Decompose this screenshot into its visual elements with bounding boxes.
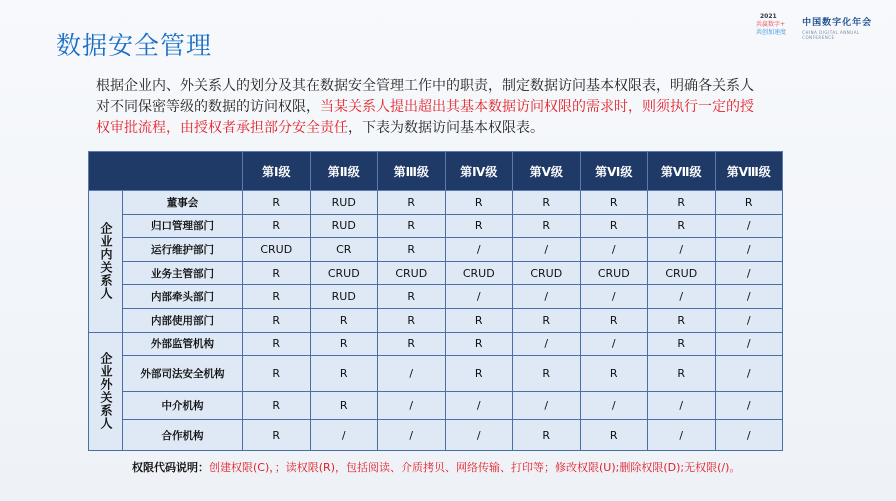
table-row [89, 308, 783, 332]
permission-cell: / [378, 356, 446, 392]
logo-year: 2021 [760, 13, 777, 20]
permission-cell: R [445, 191, 513, 215]
permission-cell: / [445, 392, 513, 420]
permission-cell: / [378, 392, 446, 420]
permission-cell: / [580, 392, 648, 420]
permission-cell: R [715, 191, 783, 215]
logo-name-en: CHINA DIGITAL ANNUAL CONFERENCE [802, 29, 860, 40]
permission-cell: R [310, 332, 378, 356]
permission-cell: R [445, 332, 513, 356]
header-level-4: 第Ⅳ级 [445, 152, 513, 191]
logo-badge [754, 13, 796, 41]
permission-cell: R [445, 214, 513, 238]
logo-slogan-1: 共赢数字+ [756, 21, 786, 28]
table-row [89, 356, 783, 392]
permission-cell: / [715, 308, 783, 332]
permission-cell: R [580, 308, 648, 332]
permission-cell: R [648, 356, 716, 392]
permission-cell: CRUD [310, 261, 378, 285]
table-row [89, 420, 783, 451]
permission-cell: R [378, 214, 446, 238]
permission-cell: R [243, 261, 311, 285]
header-level-6: 第Ⅵ级 [580, 152, 648, 191]
intro-paragraph [96, 76, 756, 139]
table-row [89, 261, 783, 285]
permission-cell: R [648, 191, 716, 215]
permission-cell: / [715, 356, 783, 392]
permission-cell: R [648, 332, 716, 356]
permission-cell: / [715, 420, 783, 451]
permission-cell: / [648, 238, 716, 262]
table-row [89, 191, 783, 215]
permission-cell: R [513, 356, 581, 392]
permission-cell: CRUD [243, 238, 311, 262]
permission-cell: R [378, 191, 446, 215]
permission-cell: R [243, 356, 311, 392]
permission-cell: R [310, 308, 378, 332]
permission-cell: / [715, 261, 783, 285]
intro-part-3: ，下表为数据访问基本权限表。 [348, 120, 544, 136]
group-label: 企业内关系人 [89, 191, 123, 333]
table-row [89, 238, 783, 262]
row-label: 中介机构 [123, 392, 243, 420]
permission-cell: / [513, 238, 581, 262]
permission-cell: / [648, 392, 716, 420]
permission-cell: R [378, 308, 446, 332]
permission-cell: CRUD [648, 261, 716, 285]
permission-cell: R [243, 214, 311, 238]
permission-cell: / [648, 285, 716, 309]
table-header-row [89, 152, 783, 191]
permission-cell: R [648, 214, 716, 238]
row-label: 内部牵头部门 [123, 285, 243, 309]
logo-name-cn: 中国数字化年会 [802, 17, 873, 28]
table-row [89, 332, 783, 356]
permission-cell: R [580, 191, 648, 215]
permission-cell: / [513, 285, 581, 309]
row-label: 外部司法安全机构 [123, 356, 243, 392]
legend-label: 权限代码说明： [132, 461, 209, 474]
permission-cell: R [378, 238, 446, 262]
permission-cell: / [715, 214, 783, 238]
permission-cell: / [445, 285, 513, 309]
row-label: 运行维护部门 [123, 238, 243, 262]
header-level-3: 第Ⅲ级 [378, 152, 446, 191]
page-title: 数据安全管理 [56, 31, 213, 60]
permission-cell: / [310, 420, 378, 451]
permission-cell: RUD [310, 214, 378, 238]
header-level-7: 第Ⅶ级 [648, 152, 716, 191]
permission-cell: RUD [310, 191, 378, 215]
permission-cell: CRUD [378, 261, 446, 285]
table-row [89, 285, 783, 309]
permission-cell: R [310, 392, 378, 420]
permission-cell: / [513, 332, 581, 356]
permission-cell: / [580, 332, 648, 356]
logo-slogan-2: 共创加速度 [756, 29, 787, 36]
header-level-2: 第Ⅱ级 [310, 152, 378, 191]
intro-part-1: 根据企业内、外关系人的划分及其在数据安全管理工作中的职责，制定数据访问基本权限表，明确各关系人对不同保密等级的数据的访问权限， [96, 78, 754, 115]
table-row [89, 214, 783, 238]
intro-highlight: 当某关系人提出超出其基本数据访问权限的需求时，则须执行一定的授权审批流程，由授权者承担部分安全责任 [96, 99, 754, 136]
permission-cell: R [243, 191, 311, 215]
header-corner [89, 152, 243, 191]
group-label: 企业外关系人 [89, 332, 123, 451]
permission-cell: / [648, 420, 716, 451]
header-level-8: 第Ⅷ级 [715, 152, 783, 191]
permission-cell: / [580, 285, 648, 309]
permission-cell: CRUD [445, 261, 513, 285]
permission-cell: R [580, 214, 648, 238]
permission-cell: / [378, 420, 446, 451]
permission-cell: R [243, 332, 311, 356]
permission-cell: R [445, 308, 513, 332]
legend [132, 460, 740, 476]
row-label: 内部使用部门 [123, 308, 243, 332]
conference-logo [754, 10, 890, 44]
table-row [89, 392, 783, 420]
permission-cell: / [715, 332, 783, 356]
permission-cell: / [715, 392, 783, 420]
permission-cell: R [513, 420, 581, 451]
permission-cell: R [310, 356, 378, 392]
permission-cell: CR [310, 238, 378, 262]
row-label: 董事会 [123, 191, 243, 215]
permission-cell: R [243, 392, 311, 420]
permission-cell: R [445, 356, 513, 392]
permission-cell: CRUD [580, 261, 648, 285]
permission-cell: R [378, 332, 446, 356]
permission-cell: R [243, 285, 311, 309]
row-label: 合作机构 [123, 420, 243, 451]
permission-cell: R [580, 356, 648, 392]
header-level-1: 第Ⅰ级 [243, 152, 311, 191]
permission-cell: / [715, 238, 783, 262]
permission-cell: / [513, 392, 581, 420]
permission-cell: / [445, 238, 513, 262]
table-body [89, 191, 783, 451]
row-label: 外部监管机构 [123, 332, 243, 356]
permission-cell: R [648, 308, 716, 332]
permission-cell: / [445, 420, 513, 451]
header-level-5: 第Ⅴ级 [513, 152, 581, 191]
permission-cell: CRUD [513, 261, 581, 285]
legend-text: 创建权限(C)，；读权限(R)，包括阅读、介质拷贝、网络传输、打印等；修改权限(U);删除权限(D);无权限(/)。 [209, 461, 741, 474]
row-label: 归口管理部门 [123, 214, 243, 238]
permission-cell: R [580, 420, 648, 451]
permission-cell: / [715, 285, 783, 309]
permission-table [88, 151, 783, 451]
row-label: 业务主管部门 [123, 261, 243, 285]
permission-cell: RUD [310, 285, 378, 309]
permission-cell: R [243, 420, 311, 451]
permission-cell: R [513, 191, 581, 215]
permission-cell: R [513, 214, 581, 238]
permission-cell: / [580, 238, 648, 262]
permission-cell: R [243, 308, 311, 332]
permission-cell: R [513, 308, 581, 332]
permission-cell: R [378, 285, 446, 309]
